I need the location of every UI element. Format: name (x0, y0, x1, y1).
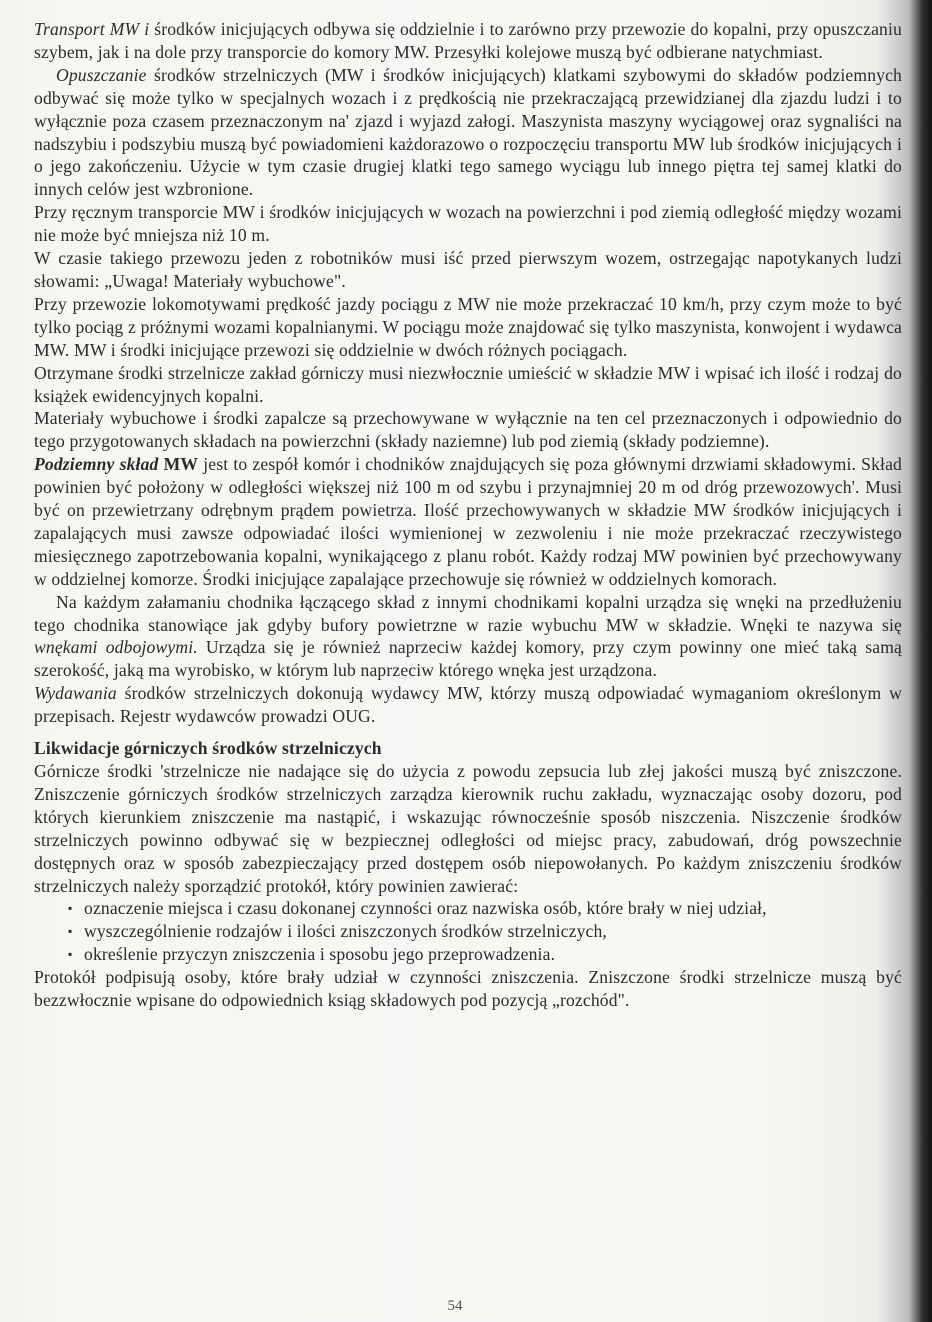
term-wydawania: Wydawania (34, 683, 117, 704)
list-item-text: wyszczególnienie rodzajów i ilości zniszczonych środków strzelniczych, (84, 921, 607, 942)
term-wneki-odbojowe: wnękami odbojowymi. (34, 637, 198, 658)
paragraph-lokomotywy: Przy przewozie lokomotywami prędkość jazdy pociągu z MW nie może przekraczać 10 km/h, przy czym może to być tylko pociąg z próżnymi wozami kopalnianymi. W pociągu może znajdować się tylko maszynista, konwojent i wydawca MW. MW i środki inicjujące przewozi się oddzielnie w dwóch różnych pociągach. (34, 293, 902, 360)
paragraph-podziemny-sklad (34, 453, 902, 590)
bullet-icon: ▪ (68, 947, 73, 962)
term-mw: MW (158, 454, 199, 475)
list-item (68, 943, 902, 966)
paragraph-likwidacja: Górnicze środki 'strzelnicze nie nadające się do użycia z powodu zepsucia lub złej jakości muszą być zniszczone. Zniszczenie górniczych środków strzelniczych zarządza kierownik ruchu zakładu, wyznaczając osoby dozoru, pod których kierunkiem zniszczenie ma nastąpić, i wskazując równocześnie sposób niszczenia. Niszczenie środków strzelniczych powinno odbywać się w bezpiecznej odległości od miejsc pracy, zabudowań, dróg powszechnie dostępnych oraz w sposób zabezpieczający przed dostępem osób niepowołanych. Po każdym zniszczeniu środków strzelniczych należy sporządzić protokół, który powinien zawierać: (34, 761, 902, 896)
paragraph-text: środków strzelniczych (MW i środków inicjujących) klatkami szybowymi do składów podziemnych odbywać się może tylko w specjalnych wozach i z prędkością nie przekraczającą przewidzianej dla zjazdu ludzi i to wyłącznie poza czasem przeznaczonym na' zjazd i wyjazd załogi. Maszynista maszyny wyciągowej oraz sygnaliści na nadszybiu i podszybiu muszą być powiadomieni każdorazowo o rozpoczęciu transportu MW lub środków inicjujących i o jego zakończeniu. Użycie w tym czasie drugiej klatki tego samego wyciągu lub innego piętra tej samej klatki do innych celów jest wzbronione. (34, 64, 902, 200)
paragraph-wydawania (34, 682, 902, 728)
term-opuszczanie: Opuszczanie (56, 64, 147, 85)
list-item-text: oznaczenie miejsca i czasu dokonanej czynności oraz nazwiska osób, które brały w niej udział, (84, 898, 767, 919)
page-body-text (34, 18, 902, 1012)
paragraph-text: Urządza się je również naprzeciw każdej komory, przy czym powinny one mieć taką samą szerokość, jaką ma wyrobisko, w którym lub naprzeciw którego wnęka jest urządzona. (34, 637, 903, 681)
paragraph-przechowywanie: Materiały wybuchowe i środki zapalcze są przechowywane w wyłącznie na ten cel przeznaczonych i odpowiednio do tego przygotowanych składach na powierzchni (składy naziemne) lub pod ziemią (składy podziemne). (34, 408, 902, 452)
list-item-text: określenie przyczyn zniszczenia i sposobu jego przeprowadzenia. (84, 944, 556, 965)
term-transport: Transport MW i (34, 19, 150, 39)
paragraph-text: Na każdym załamaniu chodnika łączącego skład z innymi chodnikami kopalni urządza się wnęki na przedłużeniu tego chodnika stanowiące jak gdyby bufory powietrzne w razie wybuchu MW w składzie. Wnęki te nazywa się (34, 591, 902, 635)
paragraph-opuszczanie (34, 64, 902, 201)
list-item (68, 920, 902, 943)
bullet-icon: ▪ (68, 924, 73, 939)
term-podziemny-sklad: Podziemny skład (34, 454, 159, 475)
paragraph-otrzymane-srodki: Otrzymane środki strzelnicze zakład górniczy musi niezwłocznie umieścić w składzie MW i wpisać ich ilość i rodzaj do książek ewidencyjnych kopalni. (34, 362, 902, 406)
paragraph-text: środków strzelniczych dokonują wydawcy MW, którzy muszą odpowiadać wymaganiom określonym w przepisach. Rejestr wydawców prowadzi OUG. (34, 683, 902, 727)
paragraph-text: środków inicjujących odbywa się oddzielnie i to zarówno przy przewozie do kopalni, przy opuszczaniu szybem, jak i na dole przy transporcie do komory MW. Przesyłki kolejowe muszą być odbierane natychmiast. (34, 19, 902, 62)
paragraph-transport (34, 18, 902, 64)
section-heading: Likwidacje górniczych środków strzelniczych (34, 738, 382, 759)
paragraph-reczny-transport: Przy ręcznym transporcie MW i środków inicjujących w wozach na powierzchni i pod ziemią odległość między wozami nie może być mniejsza niż 10 m. (34, 202, 902, 246)
bullet-icon: ▪ (68, 901, 73, 916)
list-item (68, 897, 902, 920)
page-number: 54 (447, 1298, 463, 1314)
paragraph-wneki (34, 591, 902, 683)
paragraph-protokol: Protokół podpisują osoby, które brały udział w czynności zniszczenia. Zniszczone środki strzelnicze muszą być bezzwłocznie wpisane do odpowiednich ksiąg składowych pod pozycją „rozchód". (34, 967, 902, 1011)
paragraph-przewoz-ostrzezenie: W czasie takiego przewozu jeden z robotników musi iść przed pierwszym wozem, ostrzegając napotykanych ludzi słowami: „Uwaga! Materiały wybuchowe". (34, 248, 902, 291)
paragraph-text: jest to zespół komór i chodników znajdujących się poza głównymi drzwiami składowymi. Skład powinien być położony w odległości większej niż 100 m od szybu i przynajmniej 20 m od dróg przewozowych'. Musi być on przewietrzany odrębnym prądem powietrza. Ilość przechowywanych w składzie MW środków inicjujących i zapalających musi zawsze odpowiadać ilości wymienionej w zezwoleniu i nie może przekraczać rzeczywistego miesięcznego zapotrzebowania kopalni, wynikającego z planu robót. Każdy rodzaj MW powinien być przechowywany w oddzielnej komorze. Środki inicjujące zapalające przechowuje się również w oddzielnych komorach. (34, 454, 902, 589)
protocol-contents-list (34, 897, 902, 966)
